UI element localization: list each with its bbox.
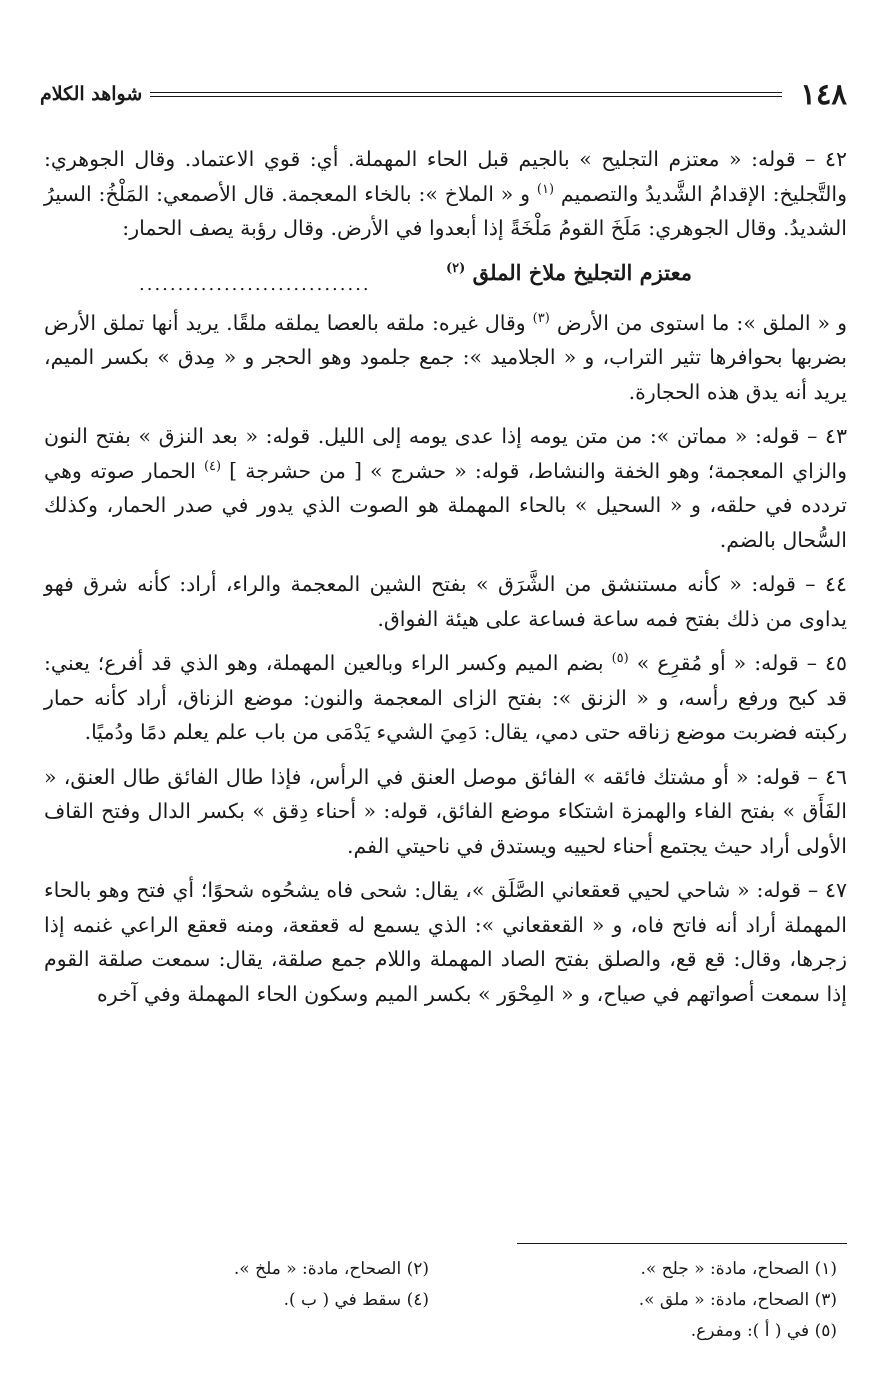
header-rule bbox=[150, 92, 782, 97]
verse-dots: .............................. bbox=[139, 273, 371, 295]
paragraph-42 bbox=[44, 142, 847, 246]
footnote-rule bbox=[517, 1243, 847, 1244]
footnote-4: (٤) سقط في ( ب ). bbox=[283, 1290, 429, 1310]
paragraph-malaq-text-b: وقال غيره: ملقه بالعصا يملقه ملقًا. يريد أنها تملق الأرض بضربها بحوافرها تثير التراب، و « الجلاميد »: جمع جلمود وهو الحجر و « مِدق » بكسر الميم، يريد أنه يدق هذه الحجارة. bbox=[44, 310, 847, 404]
footnotes bbox=[44, 1254, 847, 1347]
paragraph-43 bbox=[44, 419, 847, 557]
verse-text: معتزم التجليخ ملاخ الملق bbox=[472, 259, 692, 285]
paragraph-43-text-b: الحمار صوته وهي تردده في حلقه، و « السحيل » بالحاء المهملة هو الصوت الذي يدور في صدر الحمار، وكذلك السُّحال بالضم. bbox=[44, 458, 847, 552]
paragraph-47: ٤٧ – قوله: « شاحي لحيي قعقعاني الصَّلَق »، يقال: شحى فاه يشحُوه شحوًا؛ أي فتح وهو بالحاء المهملة أراد أنه فاتح فاه، و « القعقعاني »: الذي يسمع له قعقعة، ومنه قعقع الراعي غنمه إذا زجرها، وقال: قع قع، والصلق بفتح الصاد المهملة واللام جمع صلقة، يقال: سمعت صلقة القوم إذا سمعت أصواتهم في صياح، و « المِحْوَر » بكسر الميم وسكون الحاء المهملة وفي آخره bbox=[44, 878, 847, 1006]
paragraph-45-text-a: ٤٥ – قوله: « أو مُقرِع » bbox=[636, 651, 847, 675]
paragraph-malaq bbox=[44, 306, 847, 410]
body-text bbox=[44, 142, 847, 1021]
paragraph-42-text-b: و « الملاخ »: بالخاء المعجمة. قال الأصمعي: المَلْخُ: السيرُ الشديدُ. وقال الجوهري: مَلَخَ القومُ مَلْخَةً إذا أبعدوا في الأرض. وقال رؤبة يصف الحمار: bbox=[44, 181, 847, 240]
paragraph-45 bbox=[44, 646, 847, 750]
footnote-ref-4: (٤) bbox=[203, 458, 222, 474]
paragraph-46: ٤٦ – قوله: « أو مشتك فائقه » الفائق موصل العنق في الرأس، فإذا طال الفائق طال العنق، « الفَأَق » بفتح الفاء والهمزة اشتكاء موضع الفائق، قوله: « أحناء دِقق » بكسر الدال وفتح القاف الأولى أراد حيث يجتمع أحناء لحييه ويستدق في ناحيتي الفم. bbox=[44, 764, 847, 858]
footnote-ref-5: (٥) bbox=[611, 651, 629, 667]
footnote-row bbox=[44, 1285, 847, 1316]
paragraph-malaq-text-a: و « الملق »: ما استوى من الأرض bbox=[556, 310, 847, 335]
running-title: شواهد الكلام bbox=[40, 83, 143, 105]
footnote-ref-1: (١) bbox=[536, 181, 555, 197]
footnote-1: (١) الصحاح، مادة: « جلح ». bbox=[640, 1259, 837, 1279]
footnote-5: (٥) في ( أ ): ومفرع. bbox=[690, 1321, 837, 1341]
footnote-2: (٢) الصحاح، مادة: « ملخ ». bbox=[233, 1259, 429, 1279]
paragraph-45-text-b: بضم الميم وكسر الراء وبالعين المهملة، وهو الذي قد أفرع؛ يعني: قد كبح ورفع رأسه، و « الزنق »: بفتح الزاى المعجمة والنون: موضع الزناق، أراد كأنه حمار ركبته فضربت موضع زناقه حتى دمي، يقال: دَمِيَ الشيء يَدْمَى من باب علم يعلم دمًا ودُميًا. bbox=[44, 651, 847, 744]
verse-line bbox=[44, 256, 847, 295]
footnote-3: (٣) الصحاح، مادة: « ملق ». bbox=[638, 1290, 837, 1310]
paragraph-42-text-a: ٤٢ – قوله: « معتزم التجليح » بالجيم قبل الحاء المهملة. أي: قوي الاعتماد. وقال الجوهري: والتَّجليخ: الإقدامُ الشَّديدُ والتصميم bbox=[44, 147, 847, 206]
verse-hemistich bbox=[446, 256, 847, 291]
footnote-ref-3: (٣) bbox=[532, 310, 550, 326]
page-number: ١٤٨ bbox=[800, 77, 847, 111]
paragraph-43-text-a: ٤٣ – قوله: « مماتن »: من متن يومه إذا عدى يومه إلى الليل. قوله: « بعد النزق » بفتح النون والزاي المعجمة؛ وهو الخفة والنشاط، قوله: « حشرج » [ من حشرجة ] bbox=[44, 424, 847, 483]
footnote-row bbox=[44, 1254, 847, 1285]
paragraph-44: ٤٤ – قوله: « كأنه مستنشق من الشَّرَق » بفتح الشين المعجمة والراء، أراد: كأنه شرق فهو يداوى من ذلك بفتح فمه ساعة فساعة على هيئة الفواق. bbox=[44, 572, 847, 631]
page-header bbox=[40, 76, 847, 112]
footnote-row bbox=[44, 1316, 847, 1347]
footnote-ref-2: (٢) bbox=[446, 260, 466, 276]
